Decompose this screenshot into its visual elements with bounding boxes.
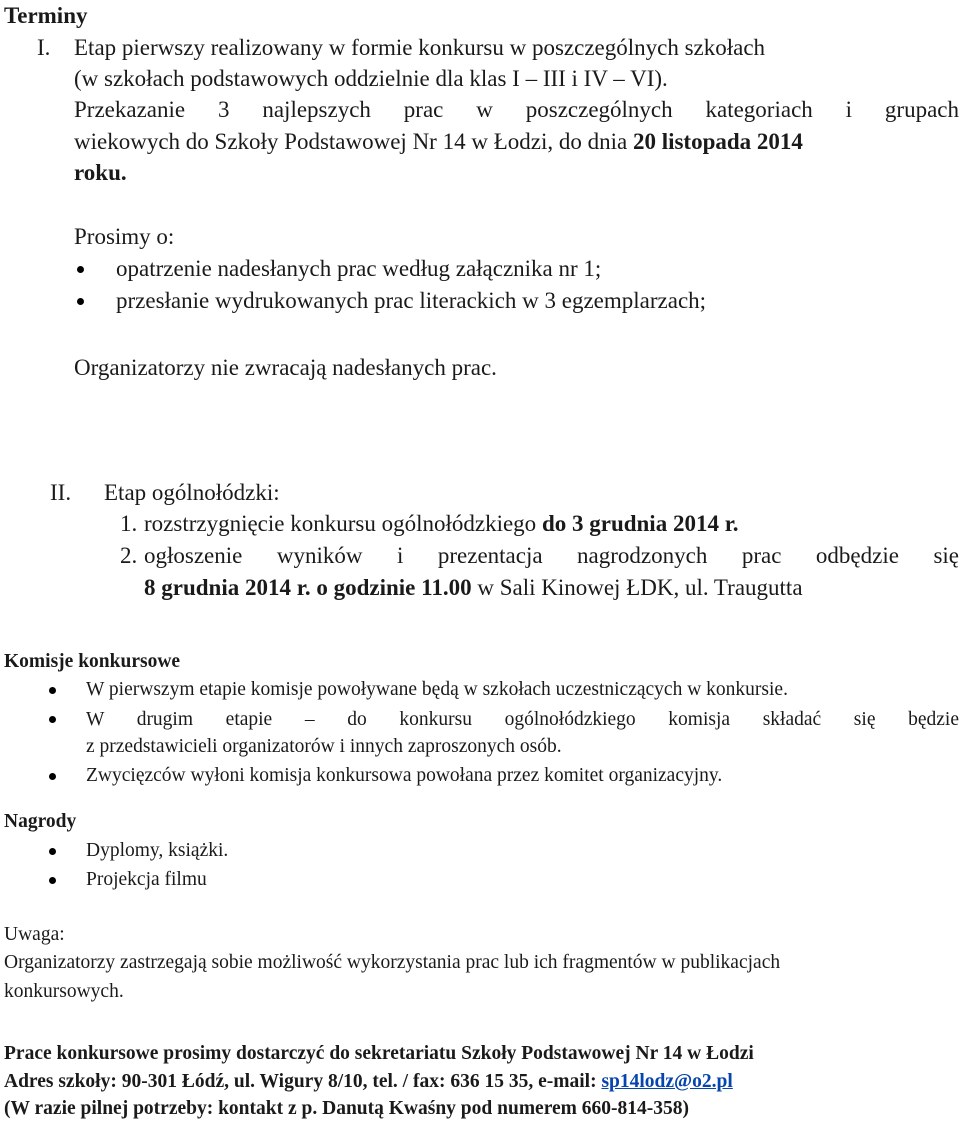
nagrody-item-1: Dyplomy, książki. bbox=[86, 840, 229, 861]
stage1-line4 bbox=[74, 130, 803, 153]
stage1-line2: (w szkołach podstawowych oddzielnie dla klas I – III i IV – VI). bbox=[74, 66, 668, 91]
footer-address-text: Adres szkoły: 90-301 Łódź, ul. Wigury 8/10, tel. / fax: 636 15 35, e-mail: bbox=[4, 1071, 602, 1092]
bullet-icon bbox=[77, 298, 84, 305]
stage1-line4-plain: wiekowych do Szkoły Podstawowej Nr 14 w Łodzi, do dnia bbox=[74, 129, 633, 154]
footer-contact: (W razie pilnej potrzeby: kontakt z p. Danutą Kwaśny pod numerem 660-814-358) bbox=[4, 1098, 690, 1119]
uwaga-line2: konkursowych. bbox=[4, 981, 124, 1002]
bullet-icon bbox=[49, 877, 56, 884]
email-link[interactable]: sp14lodz@o2.pl bbox=[601, 1071, 733, 1092]
section-title-uwaga: Uwaga: bbox=[4, 924, 65, 945]
stage2-item1 bbox=[144, 512, 739, 535]
bullet-icon bbox=[49, 773, 56, 780]
nagrody-item-2: Projekcja filmu bbox=[86, 869, 207, 890]
section-title-komisje: Komisje konkursowe bbox=[4, 651, 181, 672]
footer-delivery: Prace konkursowe prosimy dostarczyć do sekretariatu Szkoły Podstawowej Nr 14 w Łodzi bbox=[4, 1043, 754, 1064]
organizers-note: Organizatorzy nie zwracają nadesłanych prac. bbox=[74, 355, 497, 380]
stage2-item2-line1: ogłoszenie wyników i prezentacja nagrodzonych prac odbędzie się bbox=[144, 543, 959, 568]
stage2-item2-date: 8 grudnia 2014 r. o godzinie 11.00 bbox=[144, 575, 472, 600]
stage2-item2-place: w Sali Kinowej ŁDK, ul. Traugutta bbox=[471, 575, 803, 600]
bullet-icon bbox=[49, 716, 56, 723]
uwaga-line1: Organizatorzy zastrzegają sobie możliwość wykorzystania prac lub ich fragmentów w publikacjach bbox=[4, 952, 781, 973]
komisje-item-2-line1: W drugim etapie – do konkursu ogólnołódzkiego komisja składać się będzie bbox=[86, 709, 959, 730]
stage2-item2-line2 bbox=[144, 576, 803, 599]
bullet-icon bbox=[49, 687, 56, 694]
section-title-terminy: Terminy bbox=[4, 3, 88, 28]
komisje-item-1: W pierwszym etapie komisje powoływane będą w szkołach uczestniczących w konkursie. bbox=[86, 679, 788, 700]
stage1-line3: Przekazanie 3 najlepszych prac w poszczególnych kategoriach i grupach bbox=[74, 97, 959, 122]
stage2-item1-text: rozstrzygnięcie konkursu ogólnołódzkiego bbox=[144, 511, 542, 536]
stage2-item1-deadline: do 3 grudnia 2014 r. bbox=[541, 511, 739, 536]
stage1-line1-text: Etap pierwszy realizowany w formie konkursu w poszczególnych szkołach bbox=[74, 35, 766, 60]
bullet-icon bbox=[77, 266, 84, 273]
section-title-nagrody: Nagrody bbox=[4, 811, 77, 832]
stage2-item1-num: 1. bbox=[120, 511, 138, 536]
komisje-item-2-line2: z przedstawicieli organizatorów i innych zaproszonych osób. bbox=[86, 736, 562, 757]
stage2-title: Etap ogólnołódzki: bbox=[104, 480, 280, 505]
prosimy-item-2: przesłanie wydrukowanych prac literackich w 3 egzemplarzach; bbox=[116, 288, 707, 313]
stage1-line1 bbox=[74, 36, 959, 59]
stage2-item2-num: 2. bbox=[120, 543, 138, 568]
footer-address bbox=[4, 1072, 733, 1092]
prosimy-label: Prosimy o: bbox=[74, 224, 175, 249]
komisje-item-3: Zwycięzców wyłoni komisja konkursowa powołana przez komitet organizacyjny. bbox=[86, 765, 723, 786]
bullet-icon bbox=[49, 848, 56, 855]
stage2-numeral: II. bbox=[50, 480, 72, 505]
stage1-numeral: I. bbox=[37, 35, 51, 60]
stage1-line5: roku. bbox=[74, 160, 127, 185]
prosimy-item-1: opatrzenie nadesłanych prac według załącznika nr 1; bbox=[116, 256, 602, 281]
stage1-deadline: 20 listopada 2014 bbox=[632, 129, 803, 154]
